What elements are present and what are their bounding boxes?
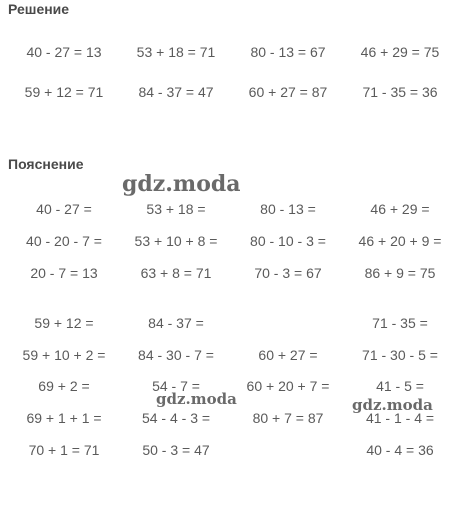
equation: 80 - 13 = [260, 201, 316, 217]
equation: 80 + 7 = 87 [252, 410, 324, 426]
equation: 54 - 4 - 3 = [141, 410, 211, 426]
equation: 46 + 20 + 9 = [358, 233, 442, 249]
equation: 40 - 27 = [36, 201, 92, 217]
equation: 59 + 12 = [34, 315, 94, 331]
equation: 53 + 18 = 71 [136, 44, 216, 60]
equation: 71 - 35 = [372, 315, 428, 331]
equation: 84 - 37 = 47 [138, 84, 214, 100]
equation: 86 + 9 = 75 [364, 265, 436, 281]
watermark-gdz-moda: gdz.moda [352, 396, 433, 414]
equation: 80 - 13 = 67 [250, 44, 326, 60]
equation: 71 - 35 = 36 [362, 84, 438, 100]
equation: 20 - 7 = 13 [30, 265, 98, 281]
equation: 41 - 1 - 4 = [365, 410, 435, 426]
watermark-gdz-moda: gdz.moda [122, 171, 241, 197]
equation: 40 - 27 = 13 [26, 44, 102, 60]
equation: 60 + 27 = [258, 347, 318, 363]
equation: 59 + 10 + 2 = [22, 347, 106, 363]
equation: 41 - 5 = [376, 378, 424, 394]
equation: 70 + 1 = 71 [28, 442, 100, 458]
equation: 50 - 3 = 47 [142, 442, 210, 458]
equation: 46 + 29 = 75 [360, 44, 440, 60]
equation: 60 + 20 + 7 = [246, 378, 330, 394]
equation: 46 + 29 = [370, 201, 430, 217]
equation: 84 - 37 = [148, 315, 204, 331]
equation: 40 - 20 - 7 = [26, 233, 102, 249]
equation: 80 - 10 - 3 = [250, 233, 326, 249]
equation: 53 + 10 + 8 = [134, 233, 218, 249]
equation: 69 + 1 + 1 = [26, 410, 102, 426]
equation: 71 - 30 - 5 = [362, 347, 438, 363]
explanation-heading: Пояснение [8, 156, 84, 172]
solution-heading: Решение [8, 1, 70, 17]
equation: 84 - 30 - 7 = [138, 347, 214, 363]
equation: 54 - 7 = [152, 378, 200, 394]
equation: 40 - 4 = 36 [366, 442, 434, 458]
equation: 59 + 12 = 71 [24, 84, 104, 100]
equation: 69 + 2 = [38, 378, 90, 394]
equation: 53 + 18 = [146, 201, 206, 217]
equation: 60 + 27 = 87 [248, 84, 328, 100]
watermark-gdz-moda: gdz.moda [156, 390, 237, 408]
equation: 63 + 8 = 71 [140, 265, 212, 281]
equation: 70 - 3 = 67 [254, 265, 322, 281]
